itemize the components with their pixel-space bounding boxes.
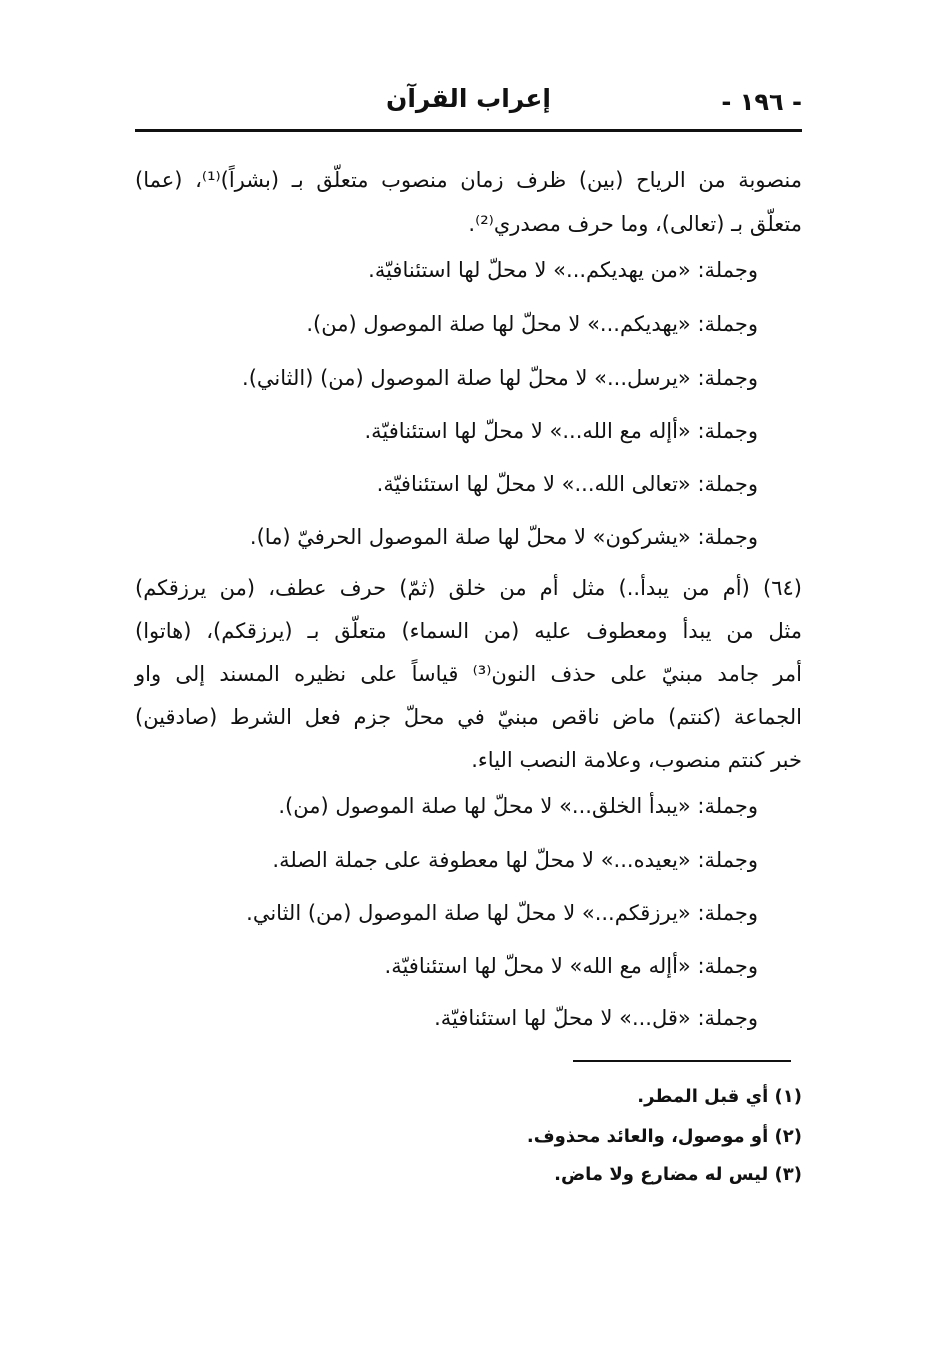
paragraph-line: متعلّق بـ (تعالى)، وما حرف مصدري⁽²⁾. xyxy=(468,212,802,236)
sentence-line: وجملة: «يهديكم...» لا محلّ لها صلة الموصول (من). xyxy=(306,312,758,336)
sentence-line: وجملة: «قل...» لا محلّ لها استئنافيّة. xyxy=(434,1006,758,1030)
paragraph-line: منصوبة من الرياح (بين) ظرف زمان منصوب متعلّق بـ (بشراً)⁽¹⁾، (عما) xyxy=(135,168,802,192)
header-rule xyxy=(135,129,802,132)
page-header xyxy=(135,78,802,128)
page-number: - ١٩٦ - xyxy=(721,88,802,116)
footnote-3: (٣) ليس له مضارع ولا ماض. xyxy=(554,1164,802,1185)
sentence-line: وجملة: «تعالى الله...» لا محلّ لها استئنافيّة. xyxy=(376,472,758,496)
paragraph-2 xyxy=(135,567,802,782)
sentence-line: وجملة: «أإله مع الله...» لا محلّ لها استئنافيّة. xyxy=(364,419,758,443)
sentence-line: وجملة: «يعيده...» لا محلّ لها معطوفة على جملة الصلة. xyxy=(272,848,758,872)
paragraph-line: (٦٤) (أم من يبدأ..) مثل أم من خلق (ثمّ) حرف عطف، (من يرزقكم) xyxy=(135,576,802,600)
paragraph-line: خبر كنتم منصوب، وعلامة النصب الياء. xyxy=(471,748,802,772)
footnote-2: (٢) أو موصول، والعائد محذوف. xyxy=(526,1126,802,1147)
paragraph-line: أمر جامد مبنيّ على حذف النون⁽³⁾ قياساً على نظيره المسند إلى واو xyxy=(135,662,802,686)
paragraph-line: الجماعة (كنتم) ماض ناقص مبنيّ في محلّ جزم فعل الشرط (صادقين) xyxy=(135,705,802,729)
sentence-line: وجملة: «يبدأ الخلق...» لا محلّ لها صلة الموصول (من). xyxy=(278,794,758,818)
sentence-line: وجملة: «يرزقكم...» لا محلّ لها صلة الموصول (من) الثاني. xyxy=(246,901,758,925)
paragraph-line: مثل من يبدأ ومعطوف عليه (من السماء) متعلّق بـ (يرزقكم)، (هاتوا) xyxy=(135,619,802,643)
sentence-line: وجملة: «من يهديكم...» لا محلّ لها استئنافيّة. xyxy=(368,258,758,282)
footnote-1: (١) أي قبل المطر. xyxy=(637,1086,802,1107)
sentence-line: وجملة: «يرسل...» لا محلّ لها صلة الموصول (من) (الثاني). xyxy=(242,366,758,390)
sentence-line: وجملة: «أإله مع الله» لا محلّ لها استئنافيّة. xyxy=(384,954,758,978)
book-title: إعراب القرآن xyxy=(385,84,551,113)
paragraph-1 xyxy=(135,158,802,246)
sentence-line: وجملة: «يشركون» لا محلّ لها صلة الموصول الحرفيّ (ما). xyxy=(249,525,758,549)
footnote-rule xyxy=(573,1060,791,1062)
